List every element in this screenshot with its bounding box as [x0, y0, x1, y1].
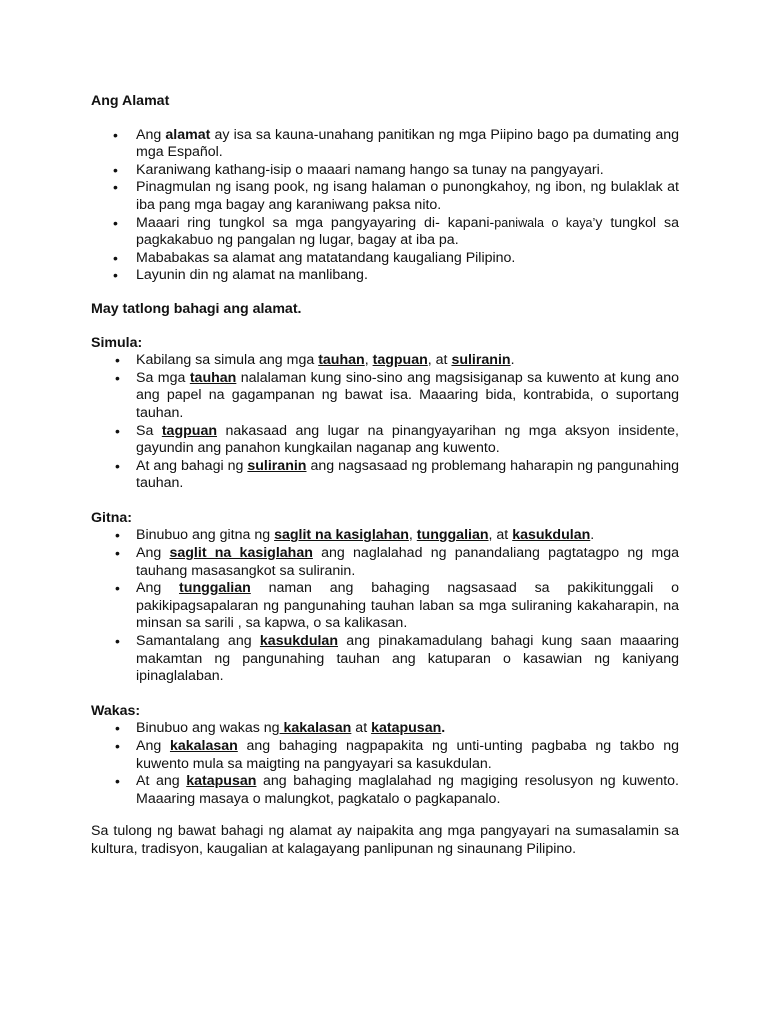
list-item: • Maaari ring tungkol sa mga pangyayaring di- kapani-paniwala o kaya’y tungkol sa pagkakabuo ng pangalan ng lugar, bagay at iba pa.	[91, 215, 679, 250]
list-item: • Kabilang sa simula ang mga tauhan, tagpuan, at suliranin.	[91, 352, 679, 370]
intro-list	[91, 127, 679, 285]
list-item: • Layunin din ng alamat na manlibang.	[91, 267, 679, 285]
wakas-heading: Wakas:	[91, 702, 141, 719]
list-item: • At ang katapusan ang bahaging maglalahad ng magiging resolusyon ng kuwento. Maaaring masaya o malungkot, pagkatalo o pagkapanalo.	[91, 773, 679, 808]
gitna-section	[91, 510, 679, 686]
list-item: • Karaniwang kathang-isip o maaari namang hango sa tunay na pangyayari.	[91, 162, 679, 180]
simula-heading: Simula:	[91, 334, 143, 351]
list-item: • Mababakas sa alamat ang matatandang kaugaliang Pilipino.	[91, 250, 679, 268]
closing-paragraph: Sa tulong ng bawat bahagi ng alamat ay naipakita ang mga pangyayari na sumasalamin sa kultura, tradisyon, kaugalian at kalagayang panlipunan ng sinaunang Pilipino.	[91, 823, 679, 857]
simula-section	[91, 335, 679, 493]
list-item: • Sa mga tauhan nalalaman kung sino-sino ang magsisiganap sa kuwento at kung ano ang papel na gagampanan ng bawat isa. Maaaring bida, kontrabida, o suportang tauhan.	[91, 370, 679, 423]
document-body	[91, 93, 679, 859]
list-item: • Ang saglit na kasiglahan ang naglalahad ng panandaliang pagtatagpo ng mga tauhang masasangkot sa suliranin.	[91, 545, 679, 580]
list-item: • Samantalang ang kasukdulan ang pinakamadulang bahagi kung saan maaaring makamtan ng pangunahing tauhan ang katuparan o kasawian ng kaniyang ipinaglalaban.	[91, 633, 679, 686]
list-item: • Binubuo ang wakas ng kakalasan at katapusan.	[91, 720, 679, 738]
wakas-section	[91, 703, 679, 809]
gitna-heading: Gitna:	[91, 509, 132, 526]
list-item: • Binubuo ang gitna ng saglit na kasiglahan, tunggalian, at kasukdulan.	[91, 527, 679, 545]
list-item: • Ang tunggalian naman ang bahaging nagsasaad sa pakikitunggali o pakikipagsapalaran ng pangunahing tauhan laban sa mga suliraning kakaharapin, na minsan sa sarili , sa kapwa, o sa kalikasan.	[91, 580, 679, 633]
list-item: • Ang alamat ay isa sa kauna-unahang panitikan ng mga Piipino bago pa dumating ang mga Español.	[91, 127, 679, 162]
parts-heading: May tatlong bahagi ang alamat.	[91, 300, 302, 317]
list-item: • At ang bahagi ng suliranin ang nagsasaad ng problemang haharapin ng pangunahing tauhan.	[91, 458, 679, 493]
list-item: • Pinagmulan ng isang pook, ng isang halaman o punongkahoy, ng ibon, ng bulaklak at iba pang mga bagay ang karaniwang paksa nito.	[91, 179, 679, 214]
list-item: • Ang kakalasan ang bahaging nagpapakita ng unti-unting pagbaba ng takbo ng kuwento mula sa maigting na pangyayari sa kasukdulan.	[91, 738, 679, 773]
document-title: Ang Alamat	[91, 93, 170, 109]
list-item: • Sa tagpuan nakasaad ang lugar na pinangyayarihan ng mga aksyon insidente, gayundin ang panahon kungkailan naganap ang kuwento.	[91, 423, 679, 458]
